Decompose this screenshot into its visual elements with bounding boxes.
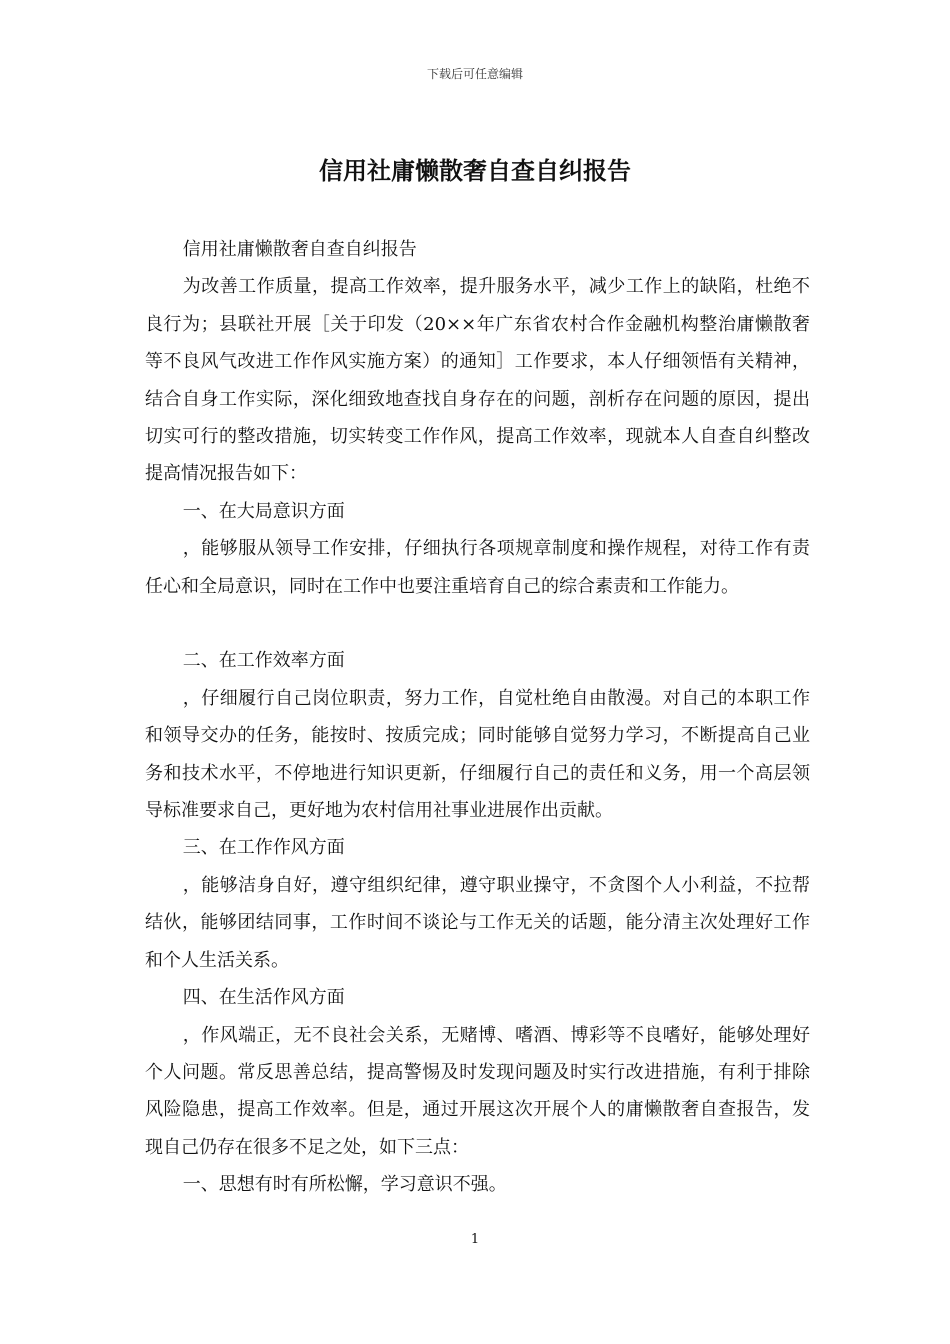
document-body: [145, 231, 810, 1204]
paragraph-work-style: ，能够洁身自好，遵守组织纪律，遵守职业操守，不贪图个人小利益，不拉帮结伙，能够团结同事，工作时间不谈论与工作无关的话题，能分清主次处理好工作和个人生活关系。: [145, 874, 810, 971]
section-heading-overall-awareness: 一、在大局意识方面: [182, 500, 345, 522]
section-heading-life-style: 四、在生活作风方面: [182, 987, 345, 1009]
page-number: 1: [470, 1232, 480, 1247]
paragraph-work-efficiency: ，仔细履行自己岗位职责，努力工作，自觉杜绝自由散漫。对自己的本职工作和领导交办的任务，能按时、按质完成；同时能够自觉努力学习，不断提高自己业务和技术水平，不停地进行知识更新，仔细履行自己的责任和义务，用一个高层领导标准要求自己，更好地为农村信用社事业进展作出贡献。: [145, 687, 810, 822]
paragraph-intro: 为改善工作质量，提高工作效率，提升服务水平，减少工作上的缺陷，杜绝不良行为；县联社开展［关于印发（20××年广东省农村合作金融机构整治庸懒散奢等不良风气改进工作作风实施方案）的通知］工作要求，本人仔细领悟有关精神，结合自身工作实际，深化细致地查找自身存在的问题，剖析存在问题的原因，提出切实可行的整改措施，切实转变工作作风，提高工作效率，现就本人自查自纠整改提高情况报告如下：: [145, 276, 810, 485]
paragraph-life-style: ，作风端正，无不良社会关系，无赌博、嗜酒、博彩等不良嗜好，能够处理好个人问题。常反思善总结，提高警惕及时发现问题及时实行改进措施，有利于排除风险隐患，提高工作效率。但是，通过开展这次开展个人的庸懒散奢自查报告，发现自己仍存在很多不足之处，如下三点：: [145, 1024, 810, 1158]
paragraph-overall-awareness: ，能够服从领导工作安排，仔细执行各项规章制度和操作规程，对待工作有责任心和全局意识，同时在工作中也要注重培育自己的综合素责和工作能力。: [145, 538, 810, 597]
section-heading-work-efficiency: 二、在工作效率方面: [182, 650, 345, 672]
section-heading-work-style: 三、在工作作风方面: [182, 837, 345, 859]
page-header-note: 下载后可任意编辑: [426, 67, 523, 81]
paragraph-subtitle: 信用社庸懒散奢自查自纠报告: [182, 239, 417, 260]
document-title: 信用社庸懒散奢自查自纠报告: [319, 157, 631, 185]
list-item-shortcoming-1: 一、思想有时有所松懈，学习意识不强。: [182, 1174, 507, 1196]
